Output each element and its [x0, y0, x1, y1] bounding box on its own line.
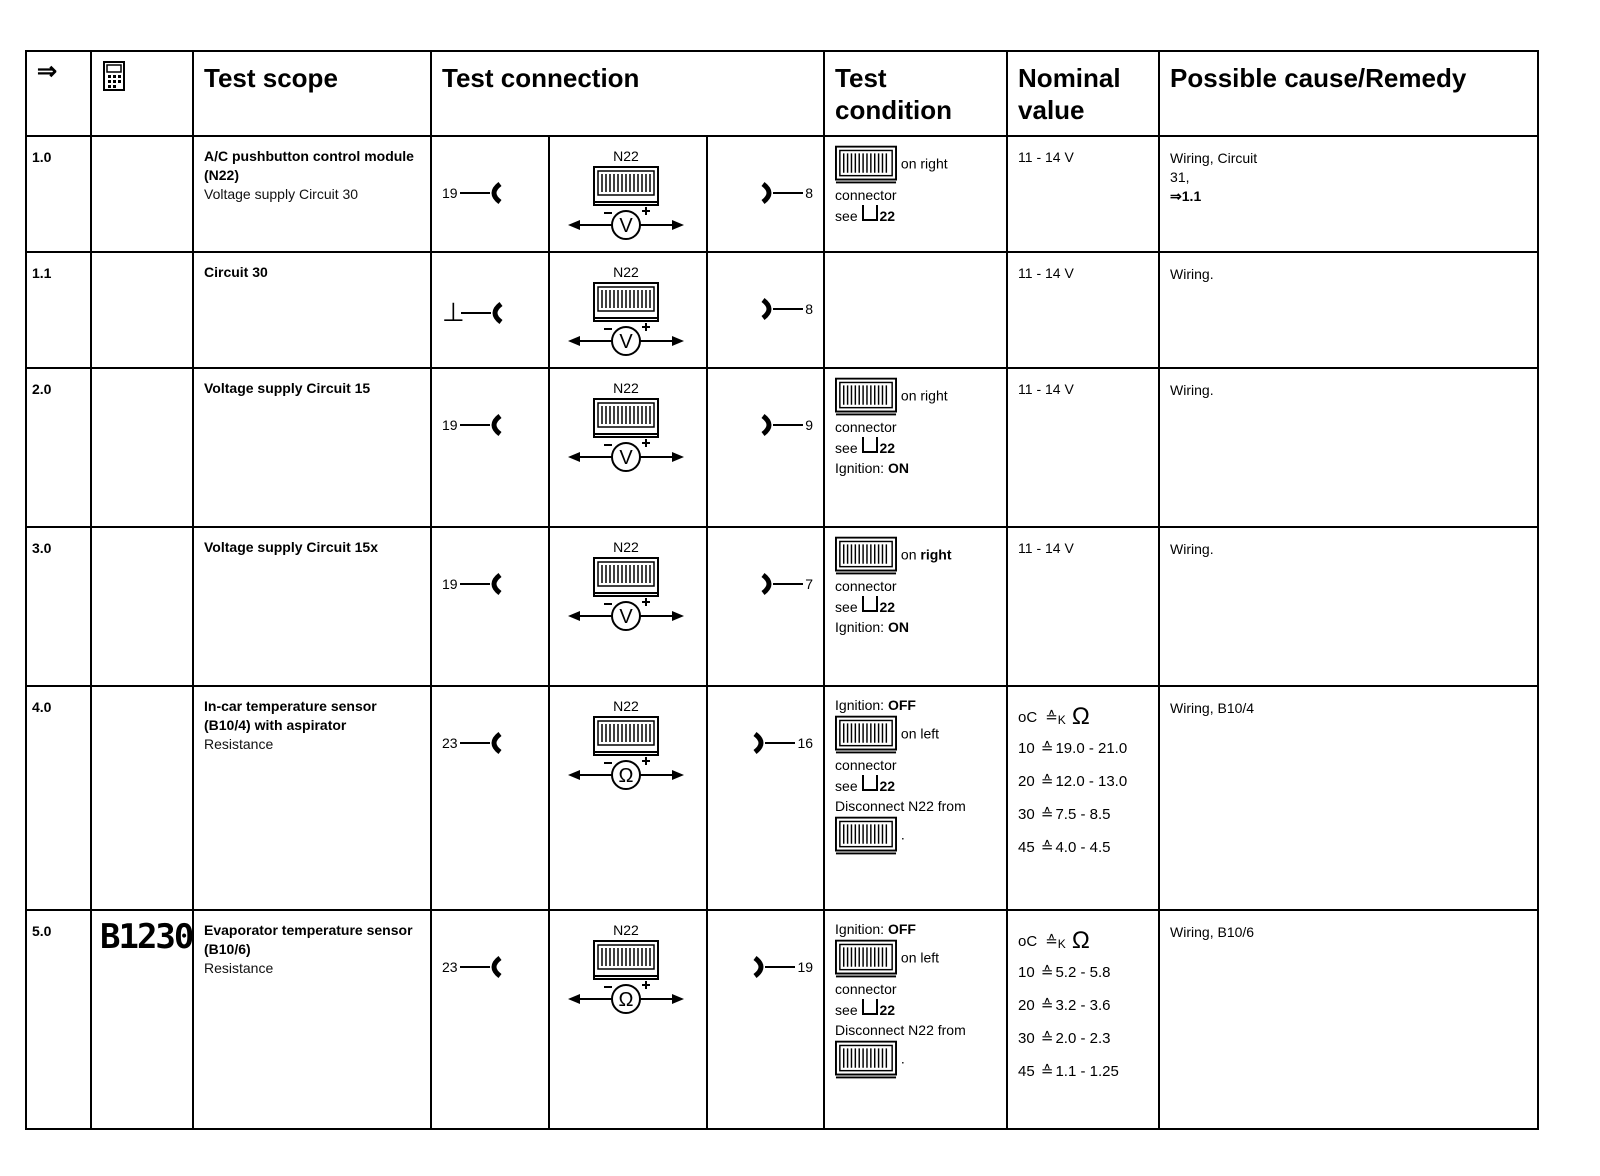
- test-scope: [193, 252, 431, 368]
- connector-label: connector: [835, 757, 897, 774]
- socket-right-icon: [749, 731, 797, 755]
- connector-label: connector: [835, 187, 897, 204]
- reference-number: 22: [879, 599, 896, 616]
- pin-right: 8: [805, 185, 814, 202]
- reference-number: 22: [879, 1002, 896, 1019]
- resistance-row: [1018, 1062, 1154, 1080]
- temperature-value: 30: [1018, 1030, 1035, 1048]
- corresponds-icon: ≙: [1040, 964, 1054, 982]
- meter-symbol: V: [619, 447, 633, 470]
- resistance-row: [1018, 996, 1154, 1014]
- side-prefix: on: [900, 547, 921, 564]
- connection-left: [431, 686, 549, 910]
- nominal-voltage: 11 - 14 V: [1018, 149, 1074, 166]
- header-nominal: Nominal value: [1007, 51, 1159, 136]
- step-number: 4.0: [26, 686, 91, 910]
- disconnect-note: Disconnect N22 from: [835, 1022, 966, 1039]
- connection-left: [431, 910, 549, 1129]
- connection-meter: [549, 252, 707, 368]
- remedy-text: Wiring.: [1170, 382, 1214, 399]
- socket-left-icon: [458, 955, 506, 979]
- connector-icon: [835, 536, 897, 576]
- pin-right: 8: [805, 301, 814, 318]
- possible-cause: [1159, 136, 1538, 252]
- pin-left: 19: [442, 417, 458, 434]
- resistance-value: 4.0 - 4.5: [1055, 839, 1111, 857]
- ignition-state: OFF: [887, 921, 916, 938]
- ignition-label: Ignition:: [835, 460, 888, 477]
- see-label: see: [835, 208, 858, 225]
- connector-icon: [835, 377, 897, 417]
- test-table: [25, 50, 1539, 1130]
- nominal-value: [1007, 910, 1159, 1129]
- reference-box-icon: [862, 205, 878, 221]
- kilo-prefix: K: [1057, 713, 1066, 728]
- socket-right-icon: [757, 572, 805, 596]
- meter-diagram: [564, 919, 688, 1015]
- step-number: 5.0: [26, 910, 91, 1129]
- scope-title: In-car temperature sensor (B10/4) with aspirator: [204, 698, 377, 734]
- meter-diagram: [564, 145, 688, 241]
- resistance-value: 2.0 - 2.3: [1055, 1030, 1111, 1048]
- scope-detail: Resistance: [204, 736, 274, 753]
- side-prefix: on: [900, 155, 921, 172]
- meter-symbol: V: [619, 331, 633, 354]
- connection-left: [431, 136, 549, 252]
- meter-symbol: V: [619, 215, 633, 238]
- connector-label: connector: [835, 419, 897, 436]
- connector-side: left: [920, 949, 940, 966]
- meter-diagram: [564, 377, 688, 473]
- reference-number: 22: [879, 208, 896, 225]
- test-condition: [824, 136, 1007, 252]
- module-label: N22: [613, 698, 639, 715]
- remedy-text: Wiring.: [1170, 541, 1214, 558]
- connector-label: connector: [835, 981, 897, 998]
- nominal-voltage: 11 - 14 V: [1018, 540, 1074, 557]
- test-condition: Ignition: OFF on left connector see 22 Disconnect N22 from .: [824, 910, 1007, 1129]
- resistance-value: 3.2 - 3.6: [1055, 997, 1111, 1015]
- possible-cause: [1159, 527, 1538, 686]
- connector-icon: [835, 145, 897, 185]
- resistance-row: [1018, 772, 1154, 790]
- see-label: see: [835, 440, 858, 457]
- socket-right-icon: [757, 181, 805, 205]
- ohm-icon: Ω: [1071, 927, 1090, 955]
- meter-symbol: Ω: [618, 765, 634, 788]
- connection-right: [707, 368, 824, 527]
- connector-side: right: [920, 387, 948, 404]
- socket-left-icon: [459, 301, 507, 325]
- remedy-text: Wiring, B10/4: [1170, 700, 1255, 717]
- corresponds-icon: ≙: [1040, 1063, 1054, 1081]
- connection-left: [431, 527, 549, 686]
- connector-icon: [835, 939, 897, 979]
- ignition-state: OFF: [887, 697, 916, 714]
- pin-right: 19: [797, 959, 814, 976]
- temperature-unit: oC: [1018, 708, 1038, 726]
- test-scope: [193, 136, 431, 252]
- table-row: [26, 136, 1538, 252]
- test-condition: [824, 252, 1007, 368]
- header-remedy: Possible cause/Remedy: [1159, 51, 1538, 136]
- step-number: 2.0: [26, 368, 91, 527]
- header-scope: Test scope: [193, 51, 431, 136]
- fault-code: [91, 252, 193, 368]
- connection-right: [707, 252, 824, 368]
- connection-meter: [549, 910, 707, 1129]
- pin-right: 16: [797, 735, 814, 752]
- table-body: [26, 136, 1538, 1129]
- step-number: 1.1: [26, 252, 91, 368]
- side-prefix: on: [900, 726, 921, 743]
- socket-left-icon: [458, 413, 506, 437]
- resistance-row: [1018, 838, 1154, 856]
- socket-left-icon: [458, 572, 506, 596]
- table-row: [26, 252, 1538, 368]
- disconnect-note: Disconnect N22 from: [835, 798, 966, 815]
- resistance-value: 12.0 - 13.0: [1055, 773, 1128, 791]
- ignition-state: ON: [887, 619, 909, 636]
- kilo-prefix: K: [1057, 937, 1066, 952]
- resistance-row: [1018, 963, 1154, 981]
- fault-code: [91, 136, 193, 252]
- socket-right-icon: [757, 413, 805, 437]
- connection-right: [707, 136, 824, 252]
- pin-left: 23: [442, 959, 458, 976]
- connection-right: [707, 527, 824, 686]
- scope-title: A/C pushbutton control module (N22): [204, 148, 414, 184]
- corresponds-icon: ≙: [1040, 839, 1054, 857]
- connection-meter: [549, 686, 707, 910]
- resistance-value: 1.1 - 1.25: [1055, 1063, 1119, 1081]
- side-prefix: on: [900, 949, 921, 966]
- meter-diagram: [564, 695, 688, 791]
- test-condition: Ignition: OFF on left connector see 22 Disconnect N22 from .: [824, 686, 1007, 910]
- pin-left: ⊥: [442, 297, 465, 328]
- resistance-value: 5.2 - 5.8: [1055, 964, 1111, 982]
- temperature-value: 20: [1018, 997, 1035, 1015]
- see-label: see: [835, 1002, 858, 1019]
- pin-left: 23: [442, 735, 458, 752]
- header-dtc: [91, 51, 193, 136]
- test-scope: [193, 910, 431, 1129]
- see-label: see: [835, 599, 858, 616]
- nominal-voltage: 11 - 14 V: [1018, 265, 1074, 282]
- socket-right-icon: [757, 297, 805, 321]
- connection-left: [431, 252, 549, 368]
- nominal-value: [1007, 686, 1159, 910]
- connection-meter: [549, 368, 707, 527]
- fault-code: [91, 686, 193, 910]
- tester-icon: [102, 60, 126, 92]
- possible-cause: [1159, 368, 1538, 527]
- header-row: [26, 51, 1538, 136]
- nominal-value: [1007, 368, 1159, 527]
- connector-side: right: [920, 155, 948, 172]
- nominal-value: [1007, 252, 1159, 368]
- meter-diagram: [564, 536, 688, 632]
- ignition-state: ON: [887, 460, 909, 477]
- connection-meter: [549, 136, 707, 252]
- resistance-row: [1018, 805, 1154, 823]
- reference-box-icon: [862, 596, 878, 612]
- module-label: N22: [613, 264, 639, 281]
- scope-title: Voltage supply Circuit 15x: [204, 539, 379, 556]
- resistance-row: [1018, 739, 1154, 757]
- corresponds-icon: ≙: [1040, 740, 1054, 758]
- meter-symbol: Ω: [618, 989, 634, 1012]
- temperature-unit: oC: [1018, 932, 1038, 950]
- table-row: [26, 527, 1538, 686]
- ignition-label: Ignition:: [835, 619, 888, 636]
- connector-icon: [835, 715, 897, 755]
- reference-box-icon: [862, 775, 878, 791]
- pin-right: 7: [805, 576, 814, 593]
- scope-title: Evaporator temperature sensor (B10/6): [204, 922, 413, 958]
- test-condition: [824, 527, 1007, 686]
- temperature-value: 10: [1018, 964, 1035, 982]
- connection-meter: [549, 527, 707, 686]
- step-number: 1.0: [26, 136, 91, 252]
- test-scope: [193, 527, 431, 686]
- reference-number: 22: [879, 440, 896, 457]
- scope-detail: Resistance: [204, 960, 274, 977]
- corresponds-icon: ≙: [1040, 997, 1054, 1015]
- connector-icon: [835, 1040, 897, 1080]
- test-scope: [193, 368, 431, 527]
- remedy-text: Wiring.: [1170, 266, 1214, 283]
- corresponds-icon: ≙: [1040, 773, 1054, 791]
- reference-box-icon: [862, 437, 878, 453]
- fault-code: [91, 527, 193, 686]
- possible-cause: [1159, 686, 1538, 910]
- connector-side: right: [920, 547, 952, 564]
- possible-cause: [1159, 910, 1538, 1129]
- test-scope: [193, 686, 431, 910]
- arrow-icon: ⇒: [37, 58, 58, 85]
- resistance-value: 19.0 - 21.0: [1055, 740, 1128, 758]
- ohm-icon: Ω: [1071, 703, 1090, 731]
- scope-title: Voltage supply Circuit 15: [204, 380, 371, 397]
- fault-code: B1230: [91, 910, 193, 1129]
- header-condition: Test condition: [824, 51, 1007, 136]
- reference-number: 22: [879, 778, 896, 795]
- step-number: 3.0: [26, 527, 91, 686]
- pin-right: 9: [805, 417, 814, 434]
- ignition-label: Ignition:: [835, 697, 888, 714]
- temperature-value: 20: [1018, 773, 1035, 791]
- reference-box-icon: [862, 999, 878, 1015]
- fault-code: [91, 368, 193, 527]
- connection-right: [707, 910, 824, 1129]
- pin-left: 19: [442, 576, 458, 593]
- ignition-label: Ignition:: [835, 921, 888, 938]
- nominal-value: [1007, 136, 1159, 252]
- nominal-value: [1007, 527, 1159, 686]
- table-row: [26, 686, 1538, 910]
- connector-label: connector: [835, 578, 897, 595]
- connector-side: left: [920, 726, 940, 743]
- remedy-reference: ⇒1.1: [1170, 188, 1202, 205]
- temperature-value: 45: [1018, 1063, 1035, 1081]
- scope-title: Circuit 30: [204, 264, 268, 281]
- corresponds-icon: ≙: [1045, 709, 1058, 727]
- meter-diagram: [564, 261, 688, 357]
- remedy-text: Wiring, Circuit 31,: [1170, 150, 1258, 186]
- module-label: N22: [613, 380, 639, 397]
- nominal-voltage: 11 - 14 V: [1018, 381, 1074, 398]
- socket-left-icon: [458, 181, 506, 205]
- table-row: [26, 910, 1538, 1129]
- temperature-value: 30: [1018, 806, 1035, 824]
- socket-left-icon: [458, 731, 506, 755]
- corresponds-icon: ≙: [1040, 806, 1054, 824]
- test-condition: [824, 368, 1007, 527]
- corresponds-icon: ≙: [1045, 933, 1058, 951]
- scope-detail: Voltage supply Circuit 30: [204, 186, 359, 203]
- socket-right-icon: [749, 955, 797, 979]
- resistance-value: 7.5 - 8.5: [1055, 806, 1111, 824]
- pin-left: 19: [442, 185, 458, 202]
- temperature-value: 45: [1018, 839, 1035, 857]
- module-label: N22: [613, 539, 639, 556]
- connection-right: [707, 686, 824, 910]
- possible-cause: [1159, 252, 1538, 368]
- module-label: N22: [613, 922, 639, 939]
- corresponds-icon: ≙: [1040, 1030, 1054, 1048]
- meter-symbol: V: [619, 606, 633, 629]
- temperature-value: 10: [1018, 740, 1035, 758]
- module-label: N22: [613, 148, 639, 165]
- side-prefix: on: [900, 387, 921, 404]
- see-label: see: [835, 778, 858, 795]
- connection-left: [431, 368, 549, 527]
- header-connection: Test connection: [431, 51, 824, 136]
- connector-icon: [835, 816, 897, 856]
- table-row: [26, 368, 1538, 527]
- remedy-text: Wiring, B10/6: [1170, 924, 1255, 941]
- resistance-row: [1018, 1029, 1154, 1047]
- header-step: [26, 51, 91, 136]
